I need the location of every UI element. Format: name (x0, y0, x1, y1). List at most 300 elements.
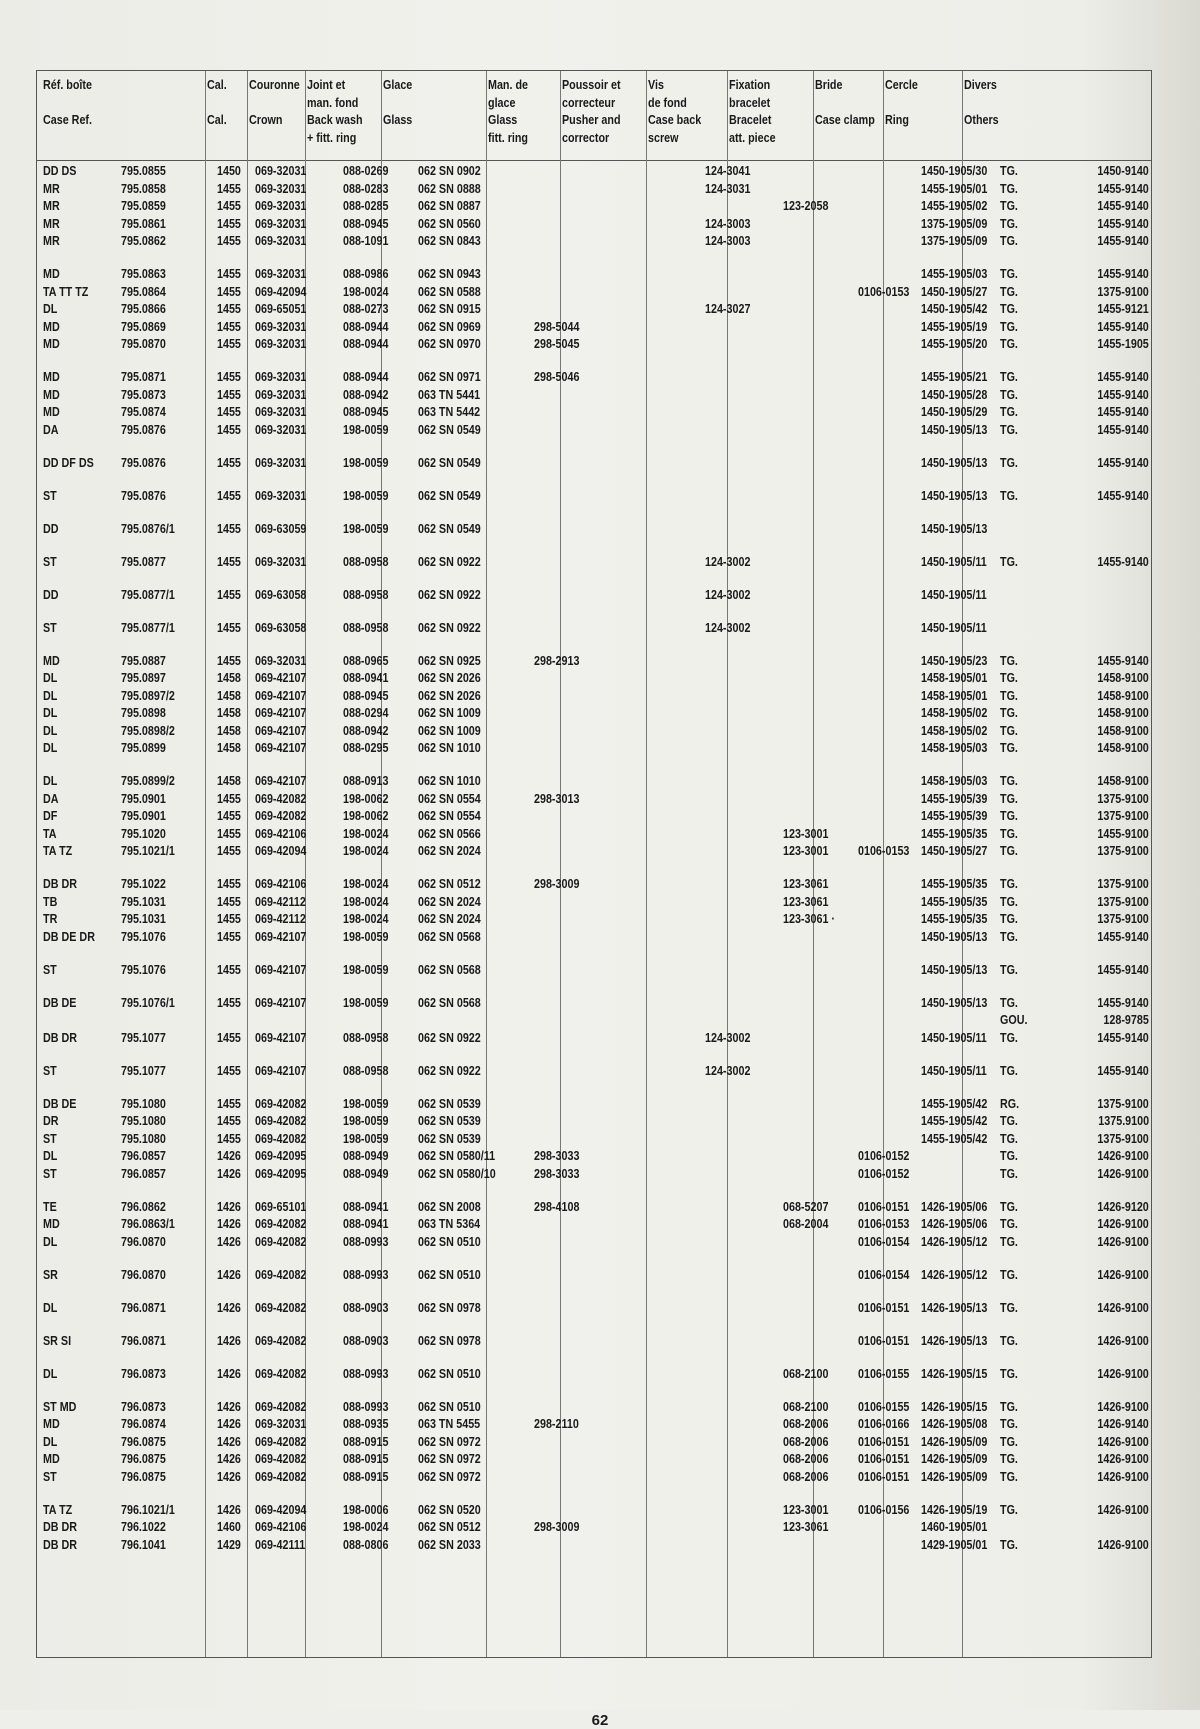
table-row (37, 455, 1151, 473)
cell-case-ref: 795.1076 (121, 929, 166, 944)
cell-glass: 062 SN 0568 (418, 962, 481, 977)
cell-ring: TG. (1000, 671, 1018, 685)
cell-glass-ring: 298-2110 (534, 1417, 579, 1431)
cell-crown: 069-42107 (255, 741, 307, 755)
cell-type: ST (43, 620, 57, 635)
cell-bracelet-att: 0106-0154 (858, 1234, 910, 1249)
cell-cal: 1426 (217, 1149, 241, 1163)
table-row (37, 1063, 1151, 1081)
cell-back-wash: 088-0944 (343, 337, 389, 351)
cell-back-wash: 088-0944 (343, 319, 389, 334)
table-row (37, 653, 1151, 671)
cell-cal: 1455 (217, 809, 241, 823)
header-line: Vis (648, 78, 664, 92)
cell-glass: 063 TN 5455 (418, 1417, 481, 1431)
header-case-ref (43, 77, 92, 130)
cell-back-wash: 198-0059 (343, 962, 389, 977)
cell-cal: 1455 (217, 199, 241, 213)
cell-cal: 1458 (217, 706, 241, 720)
cell-type: MD (43, 1217, 60, 1231)
cell-glass: 062 SN 0510 (418, 1366, 481, 1381)
header-line (207, 95, 227, 113)
cell-others: 1426-9100 (1097, 1366, 1149, 1381)
cell-ring: TG. (1000, 962, 1018, 977)
cell-glass: 062 SN 0520 (418, 1502, 481, 1517)
cell-ring: TG. (1000, 1502, 1018, 1517)
cell-glass-ring: 298-3009 (534, 1520, 580, 1534)
table-row (37, 929, 1151, 947)
cell-cal: 1458 (217, 741, 241, 755)
cell-cal: 1455 (217, 284, 241, 299)
table-row (37, 1267, 1151, 1285)
cell-case-ref: 795.1022 (121, 877, 166, 891)
cell-case-ref: 796.0870 (121, 1234, 166, 1249)
cell-ring: TG. (1000, 267, 1018, 281)
cell-others: 1455-9140 (1097, 1030, 1149, 1045)
cell-case-clamp: 1450-1905/13 (921, 422, 988, 437)
cell-glass: 062 SN 2026 (418, 671, 481, 685)
cell-crown: 069-32031 (255, 216, 307, 231)
cell-case-ref: 795.0863 (121, 267, 166, 281)
cell-case-ref: 795.1076/1 (121, 995, 175, 1010)
cell-case-ref: 796.0874 (121, 1417, 166, 1431)
cell-crown: 069-42082 (255, 1267, 307, 1282)
header-ring (885, 77, 918, 130)
cell-case-clamp: 1426-1905/09 (921, 1469, 988, 1484)
cell-case-clamp: 1426-1905/13 (921, 1300, 988, 1315)
cell-others: 1455-1905 (1097, 337, 1149, 351)
cell-type: DB DR (43, 1030, 78, 1045)
cell-crown: 069-42106 (255, 1520, 307, 1534)
cell-ring: TG. (1000, 1199, 1018, 1214)
cell-others: 1455-9140 (1097, 216, 1149, 231)
table-row (37, 488, 1151, 506)
cell-crown: 069-42107 (255, 688, 307, 703)
cell-case-ref: 795.1031 (121, 894, 166, 909)
cell-glass-ring: 298-4108 (534, 1199, 580, 1214)
cell-ring: TG. (1000, 706, 1018, 720)
cell-back-wash: 088-1091 (343, 234, 389, 248)
header-line (43, 95, 92, 113)
cell-type: MR (43, 234, 60, 248)
parts-table (36, 70, 1152, 1658)
table-row (37, 1333, 1151, 1351)
cell-others: 1450-9140 (1097, 164, 1149, 178)
table-row (37, 826, 1151, 844)
cell-crown: 069-42082 (255, 1234, 307, 1249)
cell-back-wash: 088-0941 (343, 671, 389, 685)
cell-others: 1455-9140 (1097, 422, 1149, 437)
cell-glass: 062 SN 0969 (418, 319, 481, 334)
cell-others: 1455-9140 (1097, 234, 1149, 248)
cell-case-clamp: 1426-1905/09 (921, 1434, 988, 1449)
cell-back-wash: 088-0294 (343, 706, 389, 720)
cell-glass-ring: 298-3009 (534, 877, 580, 891)
cell-back-wash: 088-0945 (343, 688, 389, 703)
header-line: Fixation (729, 78, 771, 92)
cell-others: 1455-9140 (1097, 455, 1149, 470)
cell-case-ref: 795.0874 (121, 405, 166, 419)
cell-cal: 1426 (217, 1300, 241, 1315)
cell-crown: 069-42106 (255, 826, 307, 841)
header-back-wash (307, 77, 363, 147)
table-row (37, 670, 1151, 688)
cell-type: DL (43, 741, 58, 755)
cell-back-wash: 088-0915 (343, 1452, 389, 1466)
cell-cal: 1455 (217, 587, 241, 602)
cell-cal: 1426 (217, 1217, 241, 1231)
cell-glass: 062 SN 0580/11 (418, 1149, 496, 1163)
cell-others: 1426-9100 (1097, 1399, 1149, 1414)
cell-bracelet-att: 0106-0155 (858, 1366, 910, 1381)
cell-case-clamp: 1450-1905/11 (921, 587, 987, 602)
cell-glass: 062 SN 0972 (418, 1469, 481, 1484)
cell-type: DF (43, 809, 58, 823)
cell-others: 1455-9140 (1097, 319, 1149, 334)
cell-crown: 069-42094 (255, 1502, 307, 1517)
cell-type: ST (43, 488, 57, 503)
cell-case-ref: 796.0875 (121, 1469, 166, 1484)
cell-case-clamp: 1455-1905/19 (921, 319, 988, 334)
cell-bracelet-att: 0106-0154 (858, 1267, 910, 1282)
cell-cal: 1455 (217, 554, 241, 569)
cell-others: 1455-9140 (1097, 995, 1149, 1010)
cell-back-wash: 088-0903 (343, 1333, 389, 1348)
cell-type: DL (43, 774, 58, 788)
table-row (37, 336, 1151, 354)
cell-type: MD (43, 405, 60, 419)
cell-ring: TG. (1000, 422, 1018, 437)
cell-glass: 062 SN 0510 (418, 1267, 481, 1282)
cell-others: 1455-9121 (1097, 302, 1149, 316)
cell-back-wash: 088-0949 (343, 1166, 389, 1181)
cell-glass: 062 SN 0972 (418, 1434, 481, 1449)
cell-type: TB (43, 894, 58, 909)
header-line (815, 95, 875, 113)
cell-case-ref: 796.0875 (121, 1434, 166, 1449)
cell-crown: 069-42082 (255, 1114, 307, 1128)
cell-ring: TG. (1000, 1131, 1018, 1146)
cell-ring: TG. (1000, 1399, 1018, 1414)
cell-back-wash: 088-0945 (343, 216, 389, 231)
header-line: Bride (815, 78, 843, 92)
cell-cal: 1455 (217, 337, 241, 351)
cell-cal: 1426 (217, 1502, 241, 1517)
table-row (37, 1096, 1151, 1114)
cell-cal: 1455 (217, 1063, 241, 1078)
cell-cal: 1455 (217, 826, 241, 841)
cell-type: MD (43, 370, 60, 384)
cell-case-clamp: 1375-1905/09 (921, 216, 988, 231)
cell-others: 1426-9100 (1097, 1537, 1149, 1552)
cell-others: 1375-9100 (1097, 912, 1149, 926)
table-row (37, 1399, 1151, 1417)
cell-crown: 069-42107 (255, 1063, 307, 1078)
cell-others: 1455-9140 (1097, 199, 1149, 213)
cell-back-wash: 088-0942 (343, 387, 389, 402)
table-row (37, 587, 1151, 605)
cell-case-screw: 123-2058 (783, 199, 829, 213)
header-line: Back wash (307, 113, 363, 127)
cell-cal: 1455 (217, 653, 241, 668)
cell-case-clamp: 1455-1905/21 (921, 370, 988, 384)
header-line: Ring (885, 113, 909, 127)
cell-case-clamp: 1450-1905/30 (921, 164, 988, 178)
cell-others: 1375-9100 (1097, 844, 1149, 858)
cell-cal: 1455 (217, 894, 241, 909)
cell-cal: 1455 (217, 995, 241, 1010)
cell-type: DA (43, 422, 59, 437)
cell-pusher: 124-3031 (705, 181, 751, 196)
cell-type: DA (43, 791, 59, 806)
cell-others: 128-9785 (1103, 1013, 1149, 1027)
cell-ring: TG. (1000, 894, 1018, 909)
cell-type: MD (43, 387, 60, 402)
table-row (37, 1012, 1151, 1030)
cell-type: SR SI (43, 1333, 72, 1348)
cell-crown: 069-42107 (255, 774, 307, 788)
cell-back-wash: 198-0024 (343, 894, 389, 909)
cell-bracelet-att: 0106-0166 (858, 1417, 910, 1431)
cell-case-screw: 123-3061 (783, 894, 829, 909)
cell-back-wash: 198-0006 (343, 1502, 389, 1517)
cell-case-clamp: 1426-1905/13 (921, 1333, 988, 1348)
cell-crown: 069-42082 (255, 1300, 307, 1315)
cell-type: DL (43, 1149, 58, 1163)
header-crown (249, 77, 300, 130)
cell-glass-ring: 298-3033 (534, 1149, 580, 1163)
cell-case-clamp: 1426-1905/15 (921, 1366, 988, 1381)
cell-bracelet-att: 0106-0152 (858, 1166, 910, 1181)
cell-back-wash: 088-0903 (343, 1300, 389, 1315)
cell-back-wash: 198-0059 (343, 488, 389, 503)
cell-crown: 069-32031 (255, 181, 307, 196)
cell-others: 1455-9140 (1097, 267, 1149, 281)
cell-others: 1375-9100 (1097, 894, 1149, 909)
cell-cal: 1429 (217, 1537, 241, 1552)
cell-case-ref: 795.0859 (121, 199, 166, 213)
cell-back-wash: 088-0915 (343, 1469, 389, 1484)
header-line: de fond (648, 95, 687, 110)
cell-ring: TG. (1000, 370, 1018, 384)
cell-ring: TG. (1000, 774, 1018, 788)
cell-glass: 063 TN 5442 (418, 405, 481, 419)
cell-bracelet-att: 0106-0151 (858, 1199, 910, 1214)
cell-ring: TG. (1000, 1114, 1018, 1128)
cell-case-clamp: 1450-1905/11 (921, 1063, 987, 1078)
cell-ring: TG. (1000, 234, 1018, 248)
cell-case-screw: 068-2100 (783, 1366, 829, 1381)
cell-case-ref: 795.0899 (121, 741, 166, 755)
cell-case-ref: 795.0870 (121, 337, 166, 351)
header-line: bracelet (729, 95, 771, 110)
cell-case-clamp: 1426-1905/08 (921, 1417, 988, 1431)
cell-case-ref: 796.0871 (121, 1300, 166, 1315)
cell-ring: TG. (1000, 1300, 1018, 1315)
cell-crown: 069-42107 (255, 706, 307, 720)
cell-glass: 062 SN 0943 (418, 267, 481, 281)
cell-glass: 062 SN 0549 (418, 488, 481, 503)
cell-case-screw: 068-2006 (783, 1434, 829, 1449)
cell-ring: TG. (1000, 809, 1018, 823)
cell-type: TR (43, 912, 58, 926)
table-row (37, 894, 1151, 912)
cell-glass: 062 SN 1009 (418, 706, 481, 720)
cell-others: 1426-9100 (1097, 1434, 1149, 1449)
cell-back-wash: 198-0024 (343, 284, 389, 299)
cell-cal: 1455 (217, 1114, 241, 1128)
cell-crown: 069-32031 (255, 405, 307, 419)
cell-cal: 1455 (217, 1131, 241, 1146)
cell-case-ref: 795.0876 (121, 422, 166, 437)
cell-ring: TG. (1000, 164, 1018, 178)
cell-case-screw: 068-2006 (783, 1469, 829, 1484)
cell-others: 1375-9100 (1097, 284, 1149, 299)
cell-cal: 1455 (217, 405, 241, 419)
header-line: Others (964, 113, 999, 127)
cell-cal: 1455 (217, 1096, 241, 1111)
cell-ring: TG. (1000, 1434, 1018, 1449)
cell-cal: 1455 (217, 877, 241, 891)
cell-ring: TG. (1000, 1267, 1018, 1282)
cell-cal: 1426 (217, 1333, 241, 1348)
cell-back-wash: 198-0024 (343, 844, 389, 858)
cell-crown: 069-42082 (255, 809, 307, 823)
cell-case-ref: 795.0866 (121, 302, 166, 316)
cell-back-wash: 088-0913 (343, 774, 389, 788)
cell-cal: 1426 (217, 1417, 241, 1431)
cell-back-wash: 088-0806 (343, 1537, 389, 1552)
cell-back-wash: 088-0958 (343, 554, 389, 569)
cell-crown: 069-32031 (255, 370, 307, 384)
table-row (37, 369, 1151, 387)
cell-glass: 062 SN 0554 (418, 809, 481, 823)
header-case-clamp (815, 77, 875, 130)
cell-crown: 069-42082 (255, 1434, 307, 1449)
table-row (37, 740, 1151, 758)
cell-glass: 062 SN 0549 (418, 422, 481, 437)
cell-case-ref: 795.1080 (121, 1096, 166, 1111)
header-line: + fitt. ring (307, 130, 357, 145)
cell-case-ref: 795.0901 (121, 809, 166, 823)
table-row (37, 284, 1151, 302)
cell-crown: 069-32031 (255, 337, 307, 351)
cell-back-wash: 088-0941 (343, 1217, 389, 1231)
header-line: Case Ref. (43, 113, 93, 127)
cell-glass: 062 SN 2033 (418, 1537, 481, 1552)
header-line: Pusher and (562, 113, 621, 127)
table-row (37, 301, 1151, 319)
cell-others: 1458-9100 (1097, 671, 1149, 685)
cell-back-wash: 198-0059 (343, 929, 389, 944)
cell-type: DL (43, 706, 58, 720)
cell-type: DB DR (43, 1537, 78, 1552)
header-line (885, 95, 918, 113)
table-row (37, 1216, 1151, 1234)
cell-ring: TG. (1000, 929, 1018, 944)
cell-pusher: 124-3003 (705, 234, 751, 248)
cell-type: MD (43, 267, 60, 281)
cell-type: DR (43, 1114, 59, 1128)
table-row (37, 1519, 1151, 1537)
page-number: 62 (591, 1712, 609, 1729)
cell-glass: 062 SN 2024 (418, 894, 481, 909)
cell-back-wash: 198-0024 (343, 912, 389, 926)
cell-crown: 069-42106 (255, 877, 307, 891)
cell-bracelet-att: 0106-0151 (858, 1300, 910, 1315)
cell-case-ref: 796.0870 (121, 1267, 166, 1282)
cell-type: MD (43, 1452, 60, 1466)
table-row (37, 233, 1151, 251)
cell-case-ref: 795.0876 (121, 455, 166, 470)
cell-glass: 062 SN 0902 (418, 164, 481, 178)
cell-case-clamp: 1458-1905/03 (921, 774, 988, 788)
cell-case-clamp: 1426-1905/06 (921, 1199, 988, 1214)
cell-others: 1455-9140 (1097, 1063, 1149, 1078)
table-row (37, 266, 1151, 284)
cell-pusher: 124-3041 (705, 164, 751, 178)
cell-case-clamp: 1455-1905/03 (921, 267, 988, 281)
table-row (37, 1502, 1151, 1520)
cell-back-wash: 198-0059 (343, 1096, 389, 1111)
cell-type: ST (43, 1166, 57, 1181)
table-row (37, 1113, 1151, 1131)
cell-crown: 069-32031 (255, 455, 307, 470)
cell-glass: 062 SN 0971 (418, 370, 481, 384)
cell-type: DB DE DR (43, 929, 95, 944)
cell-crown: 069-42111 (255, 1537, 306, 1552)
table-row (37, 422, 1151, 440)
cell-glass: 062 SN 0539 (418, 1131, 481, 1146)
cell-case-clamp: 1455-1905/20 (921, 337, 988, 351)
cell-back-wash: 088-0958 (343, 1063, 389, 1078)
cell-others: 1375-9100 (1097, 1131, 1149, 1146)
table-row (37, 1416, 1151, 1434)
cell-case-screw: 123-3061 · (783, 912, 836, 926)
cell-crown: 069-32031 (255, 422, 307, 437)
cell-back-wash: 088-0958 (343, 587, 389, 602)
cell-case-clamp: 1455-1905/01 (921, 181, 988, 196)
cell-case-clamp: 1450-1905/11 (921, 620, 987, 635)
cell-ring: TG. (1000, 1166, 1018, 1181)
cell-back-wash: 198-0059 (343, 422, 389, 437)
table-row (37, 1537, 1151, 1555)
cell-back-wash: 088-0993 (343, 1366, 389, 1381)
cell-case-clamp: 1450-1905/28 (921, 387, 988, 402)
cell-others: 1455-9140 (1097, 405, 1149, 419)
cell-bracelet-att: 0106-0155 (858, 1399, 910, 1414)
cell-type: DL (43, 302, 58, 316)
cell-cal: 1458 (217, 723, 241, 738)
cell-crown: 069-42095 (255, 1149, 307, 1163)
cell-ring: TG. (1000, 455, 1018, 470)
cell-case-clamp: 1455-1905/42 (921, 1114, 988, 1128)
cell-type: ST MD (43, 1399, 77, 1414)
cell-crown: 069-42082 (255, 1366, 307, 1381)
cell-ring: TG. (1000, 387, 1018, 402)
cell-case-screw: 068-5207 (783, 1199, 829, 1214)
header-bracelet-att (729, 77, 776, 147)
cell-others: 1375-9100 (1097, 1096, 1149, 1111)
cell-crown: 069-42107 (255, 671, 307, 685)
cell-case-clamp: 1458-1905/03 (921, 741, 988, 755)
cell-back-wash: 198-0024 (343, 877, 389, 891)
cell-case-ref: 795.0873 (121, 387, 166, 402)
cell-glass: 063 TN 5364 (418, 1217, 481, 1231)
cell-crown: 069-42095 (255, 1166, 307, 1181)
cell-cal: 1455 (217, 422, 241, 437)
cell-crown: 069-42082 (255, 1452, 307, 1466)
